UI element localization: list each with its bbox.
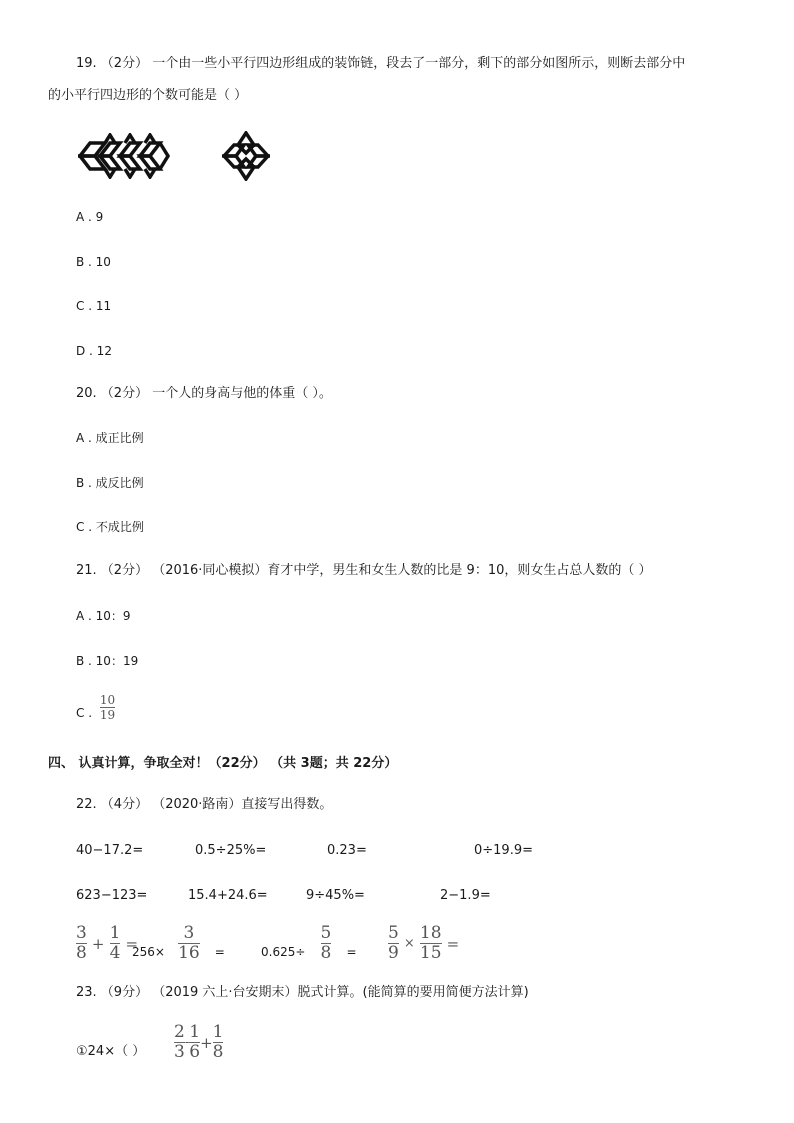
- q21-option-a[interactable]: A . 10：9: [76, 609, 131, 623]
- q19-stem-line2: 的小平行四边形的个数可能是（ ）: [48, 88, 248, 103]
- chain-figure-right: [222, 131, 270, 181]
- q19-option-a[interactable]: A . 9: [76, 210, 104, 224]
- q22-r1-c2: 0.5÷25%=: [195, 843, 267, 858]
- fraction-numerator: 5: [320, 923, 332, 943]
- fraction: [189, 1024, 200, 1061]
- q19-option-d[interactable]: D . 12: [76, 344, 112, 358]
- parallelogram-shape: [160, 143, 168, 169]
- q19-option-b[interactable]: B . 10: [76, 255, 111, 269]
- fraction: [213, 1024, 224, 1061]
- q21-option-c-label: C .: [76, 706, 93, 720]
- fraction-denominator: 8: [320, 943, 332, 963]
- q20-option-a[interactable]: A . 成正比例: [76, 431, 144, 445]
- q20-stem: 20. （2分） 一个人的身高与他的体重（ ）。: [76, 386, 332, 401]
- fraction: [110, 925, 121, 962]
- q23-item1-expression: [174, 1024, 223, 1061]
- fraction-denominator: 19: [99, 708, 116, 722]
- fraction-numerator: 5: [388, 923, 399, 943]
- q19-option-c[interactable]: C . 11: [76, 299, 112, 313]
- q21-option-b[interactable]: B . 10：19: [76, 654, 139, 668]
- fraction-denominator: 6: [189, 1042, 201, 1062]
- fraction-denominator: 16: [178, 943, 200, 963]
- fraction: [174, 1024, 185, 1061]
- parallelogram-shape: [120, 156, 140, 169]
- q22-stem: 22. （4分） （2020·路南）直接写出得数。: [76, 797, 333, 812]
- fraction-denominator: 8: [76, 943, 87, 963]
- section-4-title: 四、 认真计算，争取全对！（22分） （共 3题；共 22分）: [48, 756, 398, 771]
- fraction: [420, 925, 442, 962]
- plus-sign: +: [91, 934, 105, 953]
- equals-sign: =: [214, 944, 225, 959]
- parallelogram-shape: [140, 143, 160, 156]
- equals-sign: =: [125, 934, 139, 953]
- equals-sign: =: [446, 934, 460, 953]
- q21-stem: 21. （2分） （2016·同心模拟）育才中学，男生和女生人数的比是 9：10，则女生占总人数的（ ）: [76, 563, 652, 578]
- q23-stem: 23. （9分） （2019 六上·台安期末）脱式计算。(能简算的要用简便方法计算): [76, 985, 529, 1000]
- q22-r1-c1: 40−17.2=: [76, 843, 144, 858]
- prefix-text: 256×: [132, 944, 165, 959]
- q22-r2-c4: 2−1.9=: [440, 888, 491, 903]
- parallelogram-shape: [140, 156, 160, 169]
- fraction-denominator: 3: [174, 1042, 185, 1062]
- q21-option-c-fraction: [100, 694, 115, 721]
- q20-option-c[interactable]: C . 不成比例: [76, 520, 144, 534]
- fraction-denominator: 9: [388, 943, 399, 963]
- q19-stem-line1: 19. （2分） 一个由一些小平行四边形组成的装饰链，段去了一部分，剩下的部分如图所示，则断去部分中: [76, 56, 686, 71]
- fraction-denominator: 4: [109, 943, 121, 963]
- fraction-numerator: 3: [183, 923, 195, 943]
- parallelogram-shape: [120, 143, 140, 156]
- fraction-numerator: 18: [419, 923, 442, 943]
- minus-sign: -: [184, 1035, 190, 1050]
- fraction-numerator: 2: [174, 1022, 185, 1042]
- times-sign: ×: [403, 936, 415, 951]
- q22-r3-c3: [261, 925, 357, 962]
- fraction-numerator: 10: [99, 693, 116, 707]
- fraction-denominator: 8: [212, 1042, 224, 1062]
- fraction-denominator: 15: [419, 943, 442, 963]
- q22-r2-c3: 9÷45%=: [306, 888, 365, 903]
- q21-option-c[interactable]: [76, 694, 115, 721]
- prefix-text: 0.625÷: [261, 944, 306, 959]
- fraction: [76, 925, 87, 962]
- fraction-numerator: 3: [76, 923, 87, 943]
- q22-r3-c1: [76, 925, 138, 962]
- q22-r1-c3: 0.23=: [327, 843, 367, 858]
- plus-sign: +: [200, 1033, 213, 1052]
- q22-r2-c2: 15.4+24.6=: [188, 888, 268, 903]
- fraction: [321, 925, 332, 962]
- q20-option-b[interactable]: B . 成反比例: [76, 476, 144, 490]
- q22-r3-c2: [132, 925, 225, 962]
- fraction: [178, 925, 200, 962]
- q22-r2-c1: 623−123=: [76, 888, 148, 903]
- fraction-numerator: 1: [212, 1022, 224, 1042]
- fraction-numerator: 1: [109, 923, 121, 943]
- fraction: [388, 925, 399, 962]
- fraction-numerator: 1: [189, 1022, 201, 1042]
- equals-sign: =: [346, 944, 357, 959]
- q23-item1-prefix: ①24×（ ）: [76, 1044, 146, 1059]
- q22-r3-c4: [388, 925, 459, 962]
- q22-r1-c4: 0÷19.9=: [474, 843, 534, 858]
- chain-figure-left: [78, 133, 170, 179]
